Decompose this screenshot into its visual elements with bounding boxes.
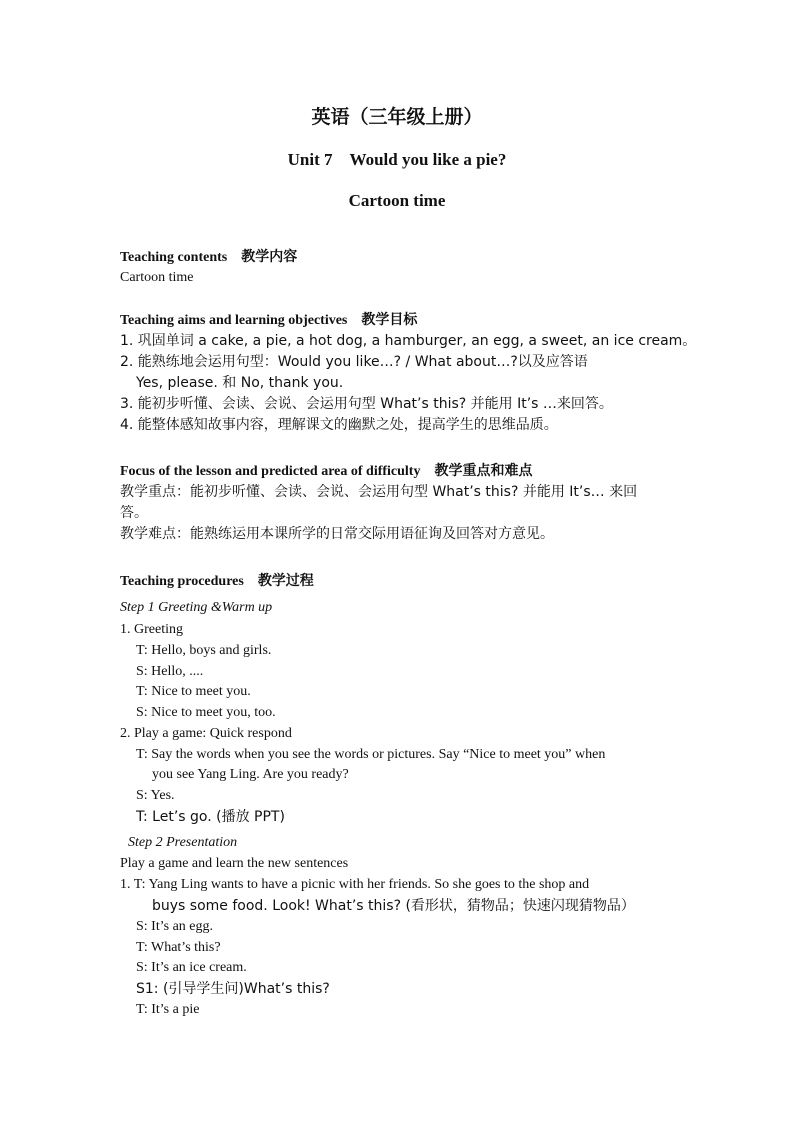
step-1-line: you see Yang Ling. Are you ready? <box>152 767 349 782</box>
procedures-heading <box>120 571 314 592</box>
key-point-line-2: 答。 <box>120 505 148 521</box>
step-2-heading: Step 2 Presentation <box>128 835 238 850</box>
step-1-line: T: Let’s go. (播放 PPT) <box>136 809 285 825</box>
contents-heading-en: Teaching contents <box>120 250 228 265</box>
step-1-line: T: Nice to meet you. <box>136 684 251 699</box>
step-1-line: 2. Play a game: Quick respond <box>120 726 292 741</box>
key-point-line-1: 教学重点：能初步听懂、会读、会说、会运用句型 What’s this? 并能用 It’s… 来回 <box>120 484 638 500</box>
aim-item-1: 1. 巩固单词 a cake, a pie, a hot dog, a hamburger, an egg, a sweet, an ice cream。 <box>120 333 697 349</box>
aim-item-2-cont: Yes, please. 和 No, thank you. <box>136 375 344 391</box>
procedures-heading-cn: 教学过程 <box>257 573 314 589</box>
step-2-line: S: It’s an ice cream. <box>136 960 247 975</box>
document-title: 英语（三年级上册） <box>311 106 483 128</box>
step-2-line: 1. T: Yang Ling wants to have a picnic with her friends. So she goes to the shop and <box>120 877 590 892</box>
step-1-line: T: Hello, boys and girls. <box>136 643 272 658</box>
step-2-line: T: What’s this? <box>136 940 221 955</box>
procedures-heading-en: Teaching procedures <box>120 574 244 589</box>
unit-title: Unit 7 Would you like a pie? <box>287 150 507 169</box>
aim-item-2: 2. 能熟练地会运用句型：Would you like…? / What about…?以及应答语 <box>120 354 588 370</box>
difficulty-line: 教学难点：能熟练运用本课所学的日常交际用语征询及回答对方意见。 <box>120 526 554 542</box>
lesson-subtitle: Cartoon time <box>348 191 446 210</box>
step-1-line: S: Hello, .... <box>136 664 204 679</box>
aim-item-3: 3. 能初步听懂、会读、会说、会运用句型 What’s this? 并能用 It’s …来回答。 <box>120 396 613 412</box>
step-1-line: 1. Greeting <box>120 622 183 637</box>
step-1-line: T: Say the words when you see the words or pictures. Say “Nice to meet you” when <box>136 747 606 762</box>
focus-heading <box>120 461 532 482</box>
contents-heading <box>120 247 297 268</box>
step-2-line: buys some food. Look! What’s this? (看形状，猜物品；快速闪现猜物品） <box>152 898 635 914</box>
step-2-line: S: It’s an egg. <box>136 919 213 934</box>
aims-heading-cn: 教学目标 <box>361 312 418 328</box>
aim-item-4: 4. 能整体感知故事内容，理解课文的幽默之处，提高学生的思维品质。 <box>120 417 558 433</box>
step-1-heading: Step 1 Greeting &Warm up <box>120 600 273 615</box>
step-2-line: T: It’s a pie <box>136 1002 200 1017</box>
focus-heading-cn: 教学重点和难点 <box>434 463 533 479</box>
aims-heading <box>120 310 417 331</box>
step-2-line: S1: (引导学生问)What’s this? <box>136 981 330 997</box>
focus-heading-en: Focus of the lesson and predicted area of difficulty <box>120 464 421 479</box>
step-1-line: S: Nice to meet you, too. <box>136 705 276 720</box>
aims-heading-en: Teaching aims and learning objectives <box>120 313 348 328</box>
contents-heading-cn: 教学内容 <box>241 249 298 265</box>
step-2-line: Play a game and learn the new sentences <box>120 856 349 871</box>
contents-text: Cartoon time <box>120 270 194 285</box>
step-1-line: S: Yes. <box>136 788 175 803</box>
